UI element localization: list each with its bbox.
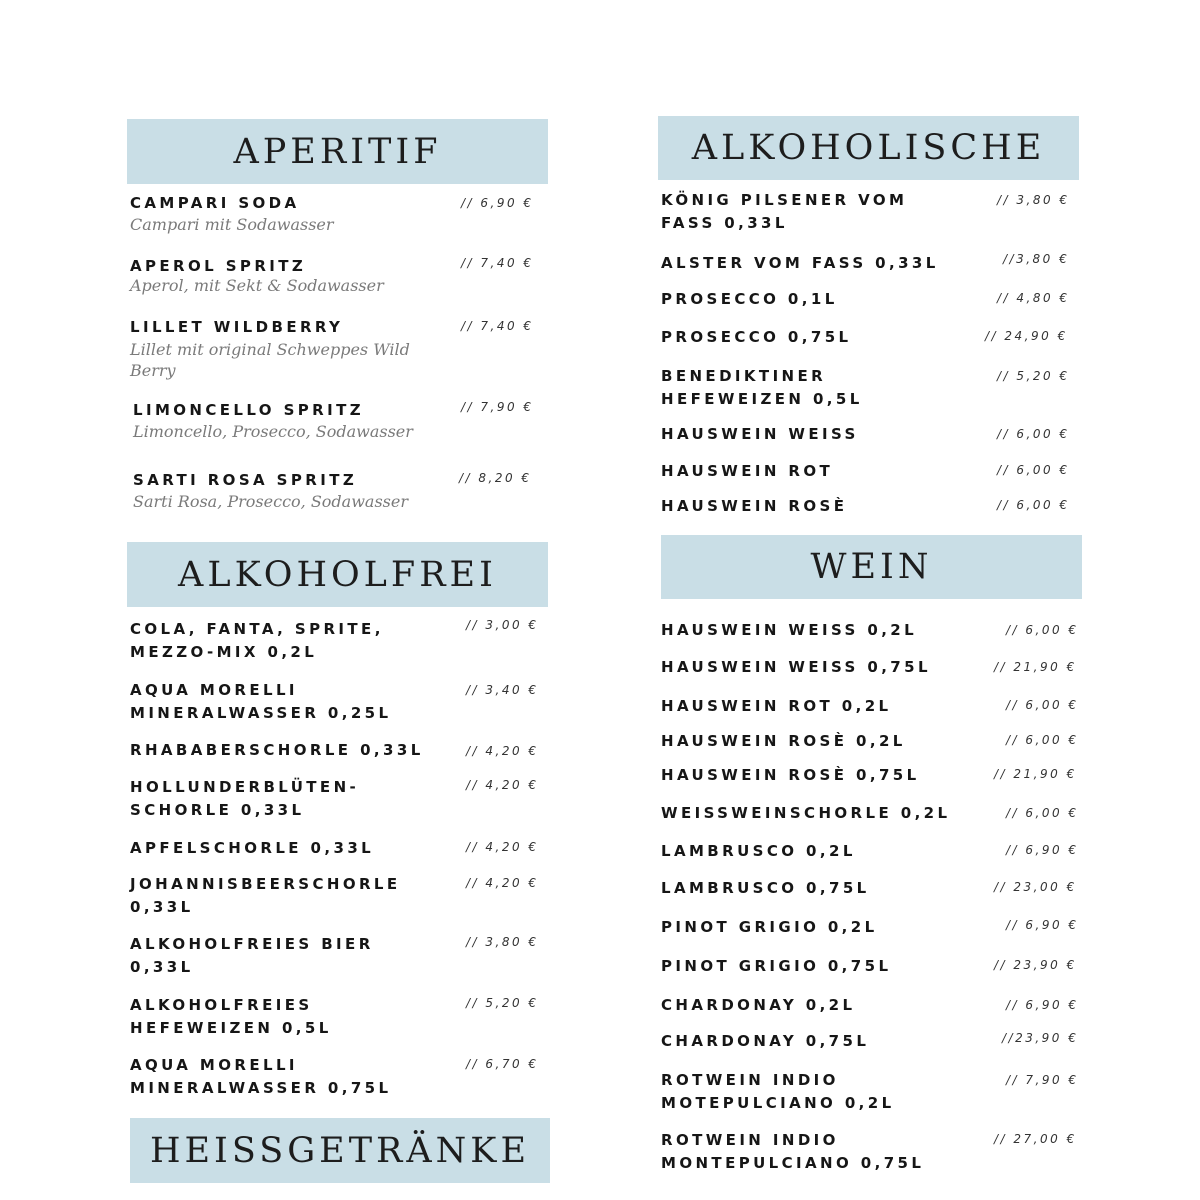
item-price: // 6,00 €: [1006, 733, 1079, 747]
item-name: CHARDONAY 0,2L: [661, 996, 856, 1014]
item-name: HAUSWEIN WEISS 0,75L: [661, 658, 931, 676]
item-price: // 7,90 €: [461, 400, 534, 414]
item-description: Lillet mit original Schweppes Wild: [130, 340, 410, 359]
item-price: // 6,90 €: [461, 196, 534, 210]
item-price: // 4,20 €: [466, 876, 539, 890]
item-price: // 21,90 €: [994, 660, 1077, 674]
item-name: CAMPARI SODA: [130, 194, 300, 212]
item-name: CHARDONAY 0,75L: [661, 1032, 870, 1050]
item-price: // 7,90 €: [1006, 1073, 1079, 1087]
item-name: LAMBRUSCO 0,2L: [661, 842, 856, 860]
item-price: // 4,80 €: [997, 291, 1070, 305]
item-price: // 6,00 €: [997, 498, 1070, 512]
item-name: ROTWEIN INDIO: [661, 1071, 839, 1089]
item-name: KÖNIG PILSENER VOM: [661, 191, 908, 209]
item-price: // 5,20 €: [466, 996, 539, 1010]
item-name: APFELSCHORLE 0,33L: [130, 839, 375, 857]
item-description: Aperol, mit Sekt & Sodawasser: [130, 276, 384, 295]
item-price: // 6,00 €: [1006, 698, 1079, 712]
item-price: // 6,90 €: [1006, 998, 1079, 1012]
item-name: 0,33L: [130, 898, 194, 916]
section-title-aperitif: APERITIF: [127, 119, 548, 184]
item-name: HAUSWEIN ROT: [661, 462, 834, 480]
item-name: HEFEWEIZEN 0,5L: [130, 1019, 332, 1037]
item-name: HOLLUNDERBLÜTEN-: [130, 778, 360, 796]
item-name: PROSECCO 0,75L: [661, 328, 852, 346]
item-price: // 23,00 €: [994, 880, 1077, 894]
section-title-wein: WEIN: [661, 535, 1082, 599]
item-price: // 24,90 €: [985, 329, 1068, 343]
item-price: // 8,20 €: [459, 471, 532, 485]
item-name: HAUSWEIN ROT 0,2L: [661, 697, 892, 715]
item-name: 0,33L: [130, 958, 194, 976]
item-price: // 3,80 €: [466, 935, 539, 949]
item-name: HAUSWEIN WEISS: [661, 425, 859, 443]
item-name: HAUSWEIN ROSÈ: [661, 497, 848, 515]
item-name: FASS 0,33L: [661, 214, 788, 232]
item-price: // 5,20 €: [997, 369, 1070, 383]
item-name: ALKOHOLFREIES: [130, 996, 313, 1014]
item-price: // 4,20 €: [466, 778, 539, 792]
item-name: JOHANNISBEERSCHORLE: [130, 875, 401, 893]
item-name: APEROL SPRITZ: [130, 257, 307, 275]
item-price: // 6,00 €: [1006, 806, 1079, 820]
item-price: // 6,00 €: [997, 463, 1070, 477]
item-name: SCHORLE 0,33L: [130, 801, 305, 819]
item-name: ROTWEIN INDIO: [661, 1131, 839, 1149]
section-title-alkoholfrei: ALKOHOLFREI: [127, 542, 548, 607]
item-name: MOTEPULCIANO 0,2L: [661, 1094, 895, 1112]
item-name: RHABABERSCHORLE 0,33L: [130, 741, 424, 759]
item-name: MEZZO-MIX 0,2L: [130, 643, 318, 661]
item-price: // 21,90 €: [994, 767, 1077, 781]
item-price: // 6,90 €: [1006, 843, 1079, 857]
item-name: HAUSWEIN WEISS 0,2L: [661, 621, 918, 639]
item-price: // 6,70 €: [466, 1057, 539, 1071]
item-price: //23,90 €: [1002, 1031, 1079, 1045]
section-title-heissgetraenke: HEISSGETRÄNKE: [130, 1118, 550, 1183]
item-price: // 27,00 €: [994, 1132, 1077, 1146]
item-name: BENEDIKTINER: [661, 367, 827, 385]
item-price: // 4,20 €: [466, 744, 539, 758]
item-name: HEFEWEIZEN 0,5L: [661, 390, 863, 408]
item-price: // 7,40 €: [461, 256, 534, 270]
item-name: MINERALWASSER 0,25L: [130, 704, 392, 722]
item-name: MONTEPULCIANO 0,75L: [661, 1154, 925, 1172]
item-description: Limoncello, Prosecco, Sodawasser: [133, 422, 413, 441]
item-price: // 3,40 €: [466, 683, 539, 697]
item-price: // 4,20 €: [466, 840, 539, 854]
item-description: Campari mit Sodawasser: [130, 215, 334, 234]
item-price: // 6,90 €: [1006, 918, 1079, 932]
item-name: AQUA MORELLI: [130, 1056, 298, 1074]
item-price: // 3,00 €: [466, 618, 539, 632]
item-price: // 3,80 €: [997, 193, 1070, 207]
item-name: COLA, FANTA, SPRITE,: [130, 620, 384, 638]
item-name: HAUSWEIN ROSÈ 0,75L: [661, 766, 920, 784]
item-price: // 6,00 €: [997, 427, 1070, 441]
item-name: AQUA MORELLI: [130, 681, 298, 699]
item-name: LILLET WILDBERRY: [130, 318, 344, 336]
item-price: //3,80 €: [1003, 252, 1070, 266]
item-name: ALKOHOLFREIES BIER: [130, 935, 374, 953]
item-name: PINOT GRIGIO 0,75L: [661, 957, 892, 975]
item-price: // 7,40 €: [461, 319, 534, 333]
item-name: PROSECCO 0,1L: [661, 290, 838, 308]
item-price: // 23,90 €: [994, 958, 1077, 972]
section-title-alkoholische: ALKOHOLISCHE: [658, 116, 1079, 180]
item-name: MINERALWASSER 0,75L: [130, 1079, 392, 1097]
item-description: Sarti Rosa, Prosecco, Sodawasser: [133, 492, 408, 511]
item-name: SARTI ROSA SPRITZ: [133, 471, 358, 489]
item-name: LAMBRUSCO 0,75L: [661, 879, 870, 897]
item-name: LIMONCELLO SPRITZ: [133, 401, 365, 419]
item-name: WEISSWEINSCHORLE 0,2L: [661, 804, 951, 822]
item-description: Berry: [130, 361, 176, 380]
item-name: HAUSWEIN ROSÈ 0,2L: [661, 732, 906, 750]
item-name: ALSTER VOM FASS 0,33L: [661, 254, 939, 272]
item-price: // 6,00 €: [1006, 623, 1079, 637]
item-name: PINOT GRIGIO 0,2L: [661, 918, 878, 936]
